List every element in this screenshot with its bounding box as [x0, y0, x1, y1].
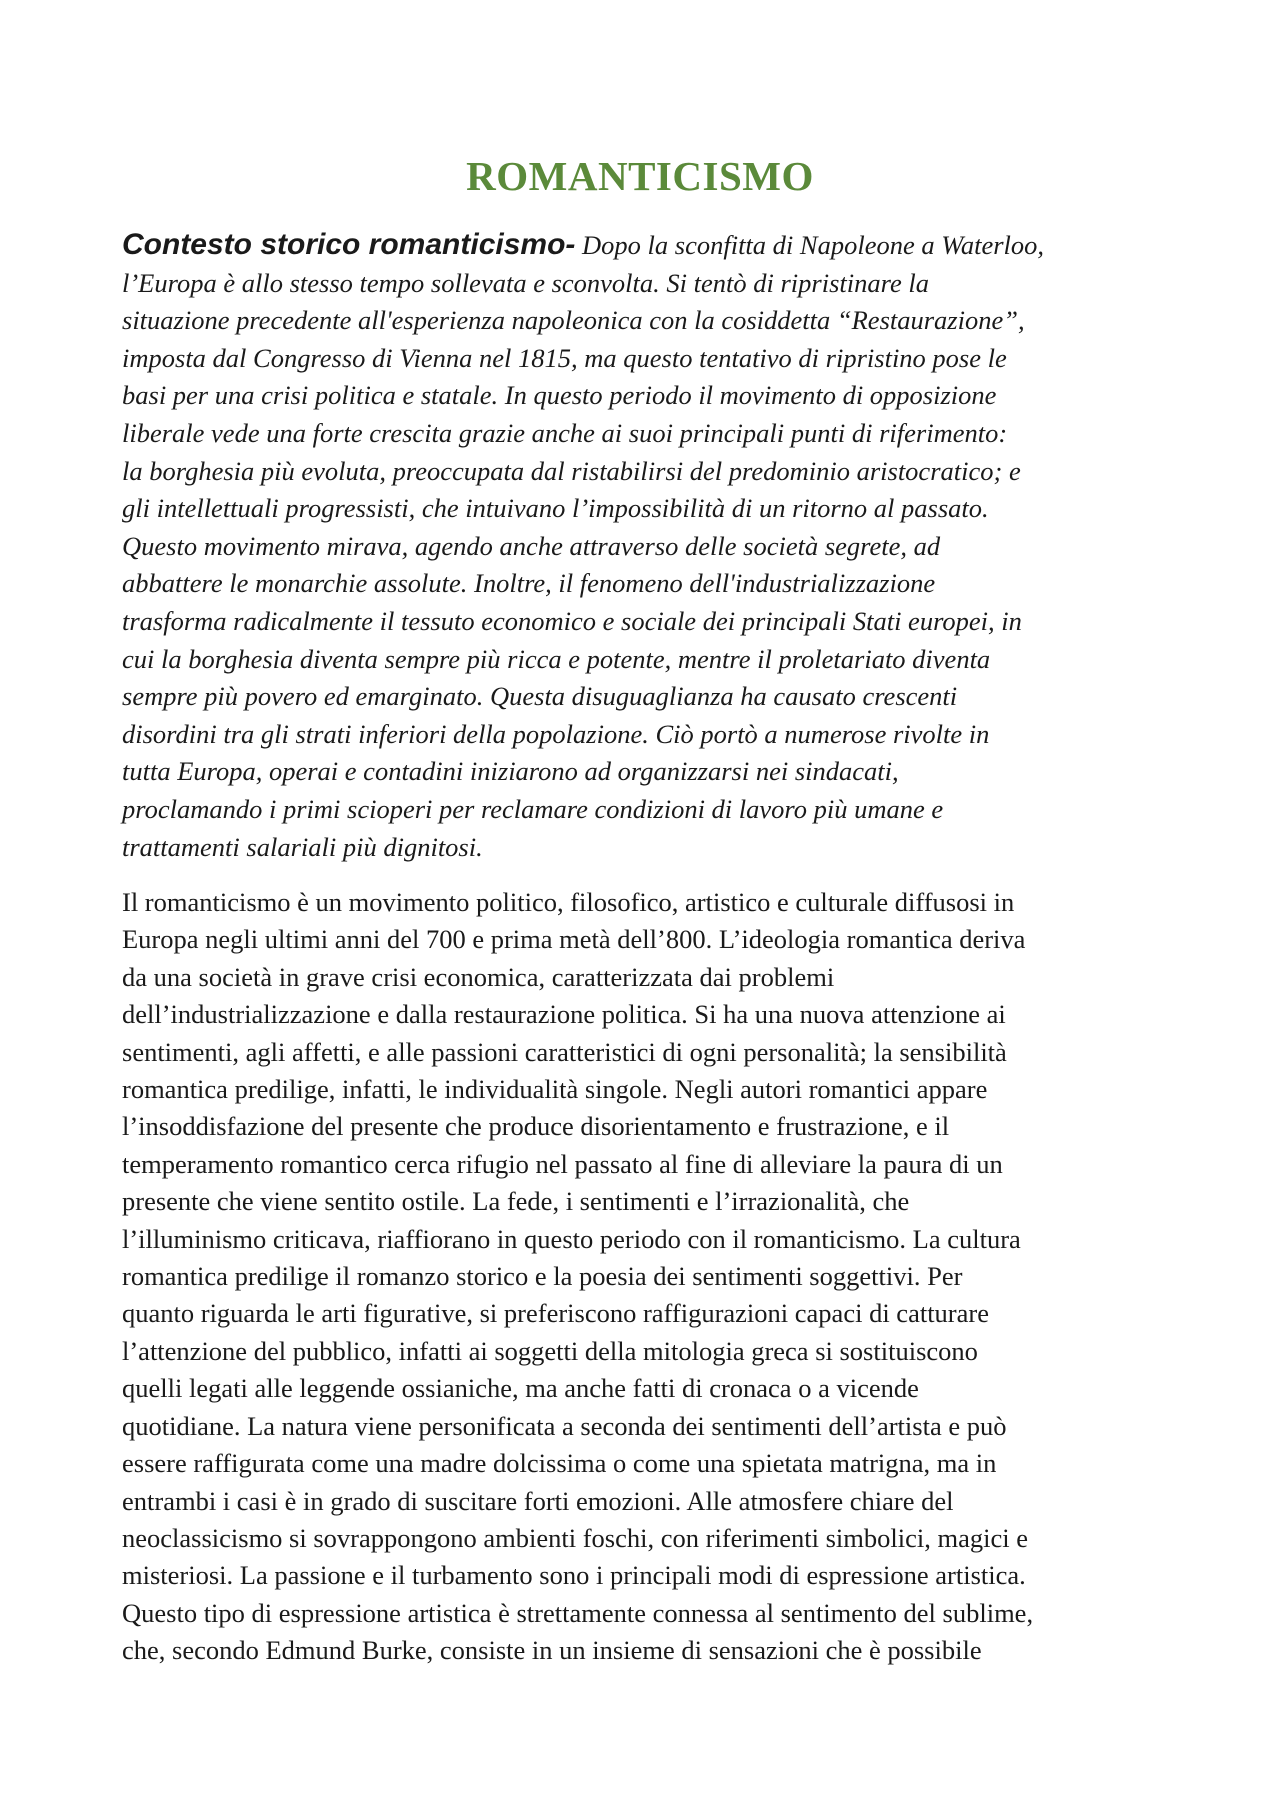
intro-line: situazione precedente all'esperienza napoleonica con la cosiddetta “Restaurazione”, [122, 305, 1025, 336]
body-line: presente che viene sentito ostile. La fede, i sentimenti e l’irrazionalità, che [122, 1186, 910, 1217]
body-line: quotidiane. La natura viene personificata a seconda dei sentimenti dell’artista e può [122, 1410, 1007, 1441]
body-line: l’attenzione del pubblico, infatti ai soggetti della mitologia greca si sostituiscono [122, 1335, 978, 1366]
body-line: Questo tipo di espressione artistica è strettamente connessa al sentimento del sublime, [122, 1597, 1034, 1628]
body-line: l’illuminismo criticava, riaffiorano in questo periodo con il romanticismo. La cultura [122, 1223, 1021, 1254]
body-line: misteriosi. La passione e il turbamento sono i principali modi di espressione artistica. [122, 1560, 1026, 1591]
intro-line: proclamando i primi scioperi per reclamare condizioni di lavoro più umane e [122, 793, 944, 824]
body-line: temperamento romantico cerca rifugio nel passato al fine di alleviare la paura di un [122, 1148, 1003, 1179]
intro-paragraph [122, 226, 1172, 866]
intro-line: liberale vede una forte crescita grazie anche ai suoi principali punti di riferimento: [122, 417, 1008, 448]
intro-line: sempre più povero ed emarginato. Questa disuguaglianza ha causato crescenti [122, 681, 958, 712]
intro-line: basi per una crisi politica e statale. In questo periodo il movimento di opposizione [122, 380, 997, 411]
intro-first-line-text: Dopo la sconfitta di Napoleone a Waterloo, [575, 230, 1045, 260]
body-line: da una società in grave crisi economica, caratterizzata dai problemi [122, 961, 835, 992]
body-line: romantica predilige, infatti, le individualità singole. Negli autori romantici appare [122, 1074, 988, 1105]
body-line: entrambi i casi è in grado di suscitare forti emozioni. Alle atmosfere chiare del [122, 1485, 954, 1516]
body-line: che, secondo Edmund Burke, consiste in un insieme di sensazioni che è possibile [122, 1635, 982, 1666]
body-line: Europa negli ultimi anni del 700 e prima metà dell’800. L’ideologia romantica deriva [122, 924, 1026, 955]
intro-line: cui la borghesia diventa sempre più ricca e potente, mentre il proletariato diventa [122, 643, 991, 674]
intro-line: l’Europa è allo stesso tempo sollevata e sconvolta. Si tentò di ripristinare la [122, 267, 929, 298]
body-line: quelli legati alle leggende ossianiche, ma anche fatti di cronaca o a vicende [122, 1373, 919, 1404]
body-line: l’insoddisfazione del presente che produce disorientamento e frustrazione, e il [122, 1111, 950, 1142]
intro-first-line [122, 226, 1172, 265]
body-line: dell’industrializzazione e dalla restaurazione politica. Si ha una nuova attenzione ai [122, 999, 1006, 1030]
intro-line: trattamenti salariali più dignitosi. [122, 831, 483, 862]
intro-line: gli intellettuali progressisti, che intuivano l’impossibilità di un ritorno al passato. [122, 493, 989, 524]
intro-line: trasforma radicalmente il tessuto economico e sociale dei principali Stati europei, in [122, 605, 1022, 636]
page-title: ROMANTICISMO [466, 153, 814, 199]
body-line: quanto riguarda le arti figurative, si preferiscono raffigurazioni capaci di catturare [122, 1298, 989, 1329]
intro-line: la borghesia più evoluta, preoccupata dal ristabilirsi del predominio aristocratico; e [122, 455, 1021, 486]
body-line: essere raffigurata come una madre dolcissima o come una spietata matrigna, ma in [122, 1448, 997, 1479]
body-line: Il romanticismo è un movimento politico, filosofico, artistico e culturale diffusosi in [122, 887, 1015, 917]
body-paragraph [122, 884, 1172, 1670]
body-line: neoclassicismo si sovrappongono ambienti foschi, con riferimenti simbolici, magici e [122, 1522, 1028, 1553]
intro-line: tutta Europa, operai e contadini iniziarono ad organizzarsi nei sindacati, [122, 756, 899, 787]
body-line: romantica predilige il romanzo storico e la poesia dei sentimenti soggettivi. Per [122, 1261, 963, 1292]
intro-line: abbattere le monarchie assolute. Inoltre, il fenomeno dell'industrializzazione [122, 568, 936, 599]
intro-lead-heading: Contesto storico romanticismo- [122, 228, 576, 261]
intro-line: Questo movimento mirava, agendo anche attraverso delle società segrete, ad [122, 530, 941, 561]
intro-line: disordini tra gli strati inferiori della popolazione. Ciò portò a numerose rivolte in [122, 718, 990, 749]
intro-line: imposta dal Congresso di Vienna nel 1815, ma questo tentativo di ripristino pose le [122, 342, 1007, 373]
body-line: sentimenti, agli affetti, e alle passioni caratteristici di ogni personalità; la sensibilità [122, 1036, 1007, 1067]
